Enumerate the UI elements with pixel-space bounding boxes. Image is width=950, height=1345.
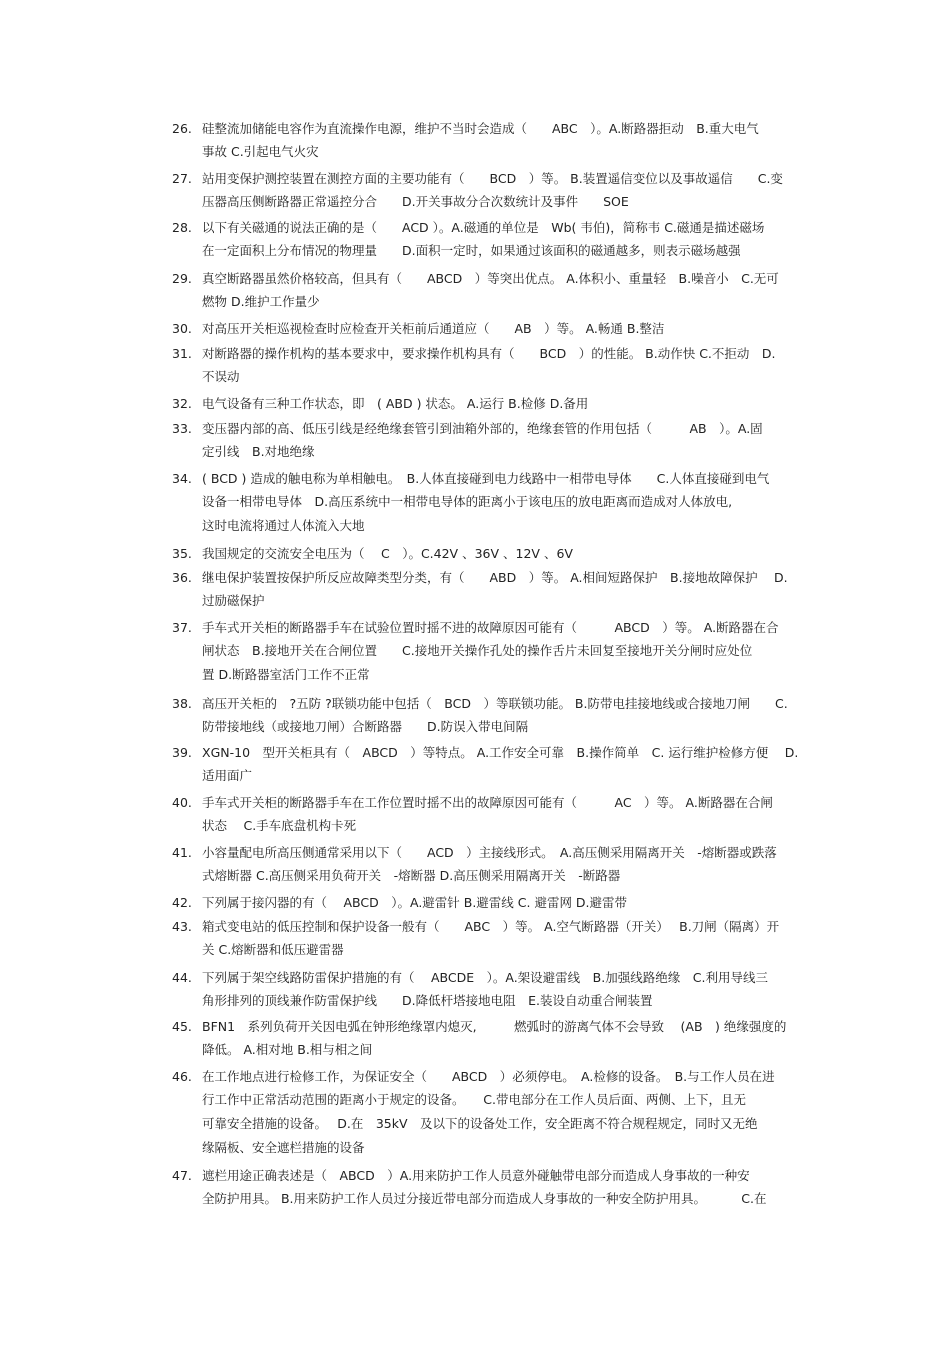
question-text-line: 角形排列的顶线兼作防雷保护线 D.降低杆塔接地电阻 E.装设自动重合闸装置 [202, 993, 653, 1008]
question-text-line: 箱式变电站的低压控制和保护设备一般有（ ABC ）等。 A.空气断路器（开关） B.刀闸（隔离）开 [202, 919, 780, 934]
question-number: 26. [172, 121, 192, 136]
question-text-line: 高压开关柜的 ?五防 ?联锁功能中包括（ BCD ）等联锁功能。 B.防带电挂接地线或合接地刀闸 C. [202, 696, 788, 711]
question-number: 41. [172, 845, 192, 860]
question-text-line: 闸状态 B.接地开关在合闸位置 C.接地开关操作孔处的操作舌片未回复至接地开关分闸时应处位 [202, 643, 753, 658]
question-text-line: 式熔断器 C.高压侧采用负荷开关 -熔断器 D.高压侧采用隔离开关 -断路器 [202, 868, 621, 883]
question-text-line: 电气设备有三种工作状态，即 ( ABD ) 状态。 A.运行 B.检修 D.备用 [202, 396, 589, 411]
question-number: 43. [172, 919, 192, 934]
question-number: 39. [172, 745, 192, 760]
question-number: 37. [172, 620, 192, 635]
question-text-line: 可靠安全措施的设备。 D.在 35kV 及以下的设备处工作，安全距离不符合规程规定，同时又无绝 [202, 1116, 758, 1131]
question-text-line: 置 D.断路器室活门工作不正常 [202, 667, 370, 682]
question-text-line: 小容量配电所高压侧通常采用以下（ ACD ）主接线形式。 A.高压侧采用隔离开关 -熔断器或跌落 [202, 845, 777, 860]
question-number: 45. [172, 1019, 192, 1034]
question-text-line: 遮栏用途正确表述是（ ABCD ）A.用来防护工作人员意外碰触带电部分而造成人身事故的一种安 [202, 1168, 750, 1183]
question-number: 36. [172, 570, 192, 585]
question-number: 46. [172, 1069, 192, 1084]
question-text-line: 对断路器的操作机构的基本要求中，要求操作机构具有（ BCD ）的性能。 B.动作快 C.不拒动 D. [202, 346, 776, 361]
question-text-line: 防带接地线（或接地刀闸）合断路器 D.防误入带电间隔 [202, 719, 529, 734]
question-text-line: 继电保护装置按保护所反应故障类型分类，有（ ABD ）等。 A.相间短路保护 B.接地故障保护 D. [202, 570, 788, 585]
question-number: 44. [172, 970, 192, 985]
question-text-line: ( BCD ) 造成的触电称为单相触电。 B.人体直接碰到电力线路中一相带电导体 C.人体直接碰到电气 [202, 471, 770, 486]
question-text-line: 缘隔板、安全遮栏措施的设备 [202, 1140, 365, 1155]
question-text-line: 定引线 B.对地绝缘 [202, 444, 315, 459]
question-text-line: 这时电流将通过人体流入大地 [202, 518, 365, 533]
question-text-line: 硅整流加储能电容作为直流操作电源，维护不当时会造成（ ABC ）。A.断路器拒动 B.重大电气 [202, 121, 759, 136]
question-text-line: BFN1 系列负荷开关因电弧在钟形绝缘罩内熄灭, 燃弧时的游离气体不会导致 (AB ) 绝缘强度的 [202, 1019, 787, 1034]
question-number: 29. [172, 271, 192, 286]
question-number: 34. [172, 471, 192, 486]
question-number: 42. [172, 895, 192, 910]
question-text-line: 在一定面积上分布情况的物理量 D.面积一定时，如果通过该面积的磁通越多，则表示磁场越强 [202, 243, 741, 258]
question-number: 27. [172, 171, 192, 186]
question-text-line: 在工作地点进行检修工作，为保证安全（ ABCD ）必须停电。 A.检修的设备。 B.与工作人员在进 [202, 1069, 775, 1084]
question-text-line: 状态 C.手车底盘机构卡死 [202, 818, 357, 833]
question-text-line: 压器高压侧断路器正常遥控分合 D.开关事故分合次数统计及事件 SOE [202, 194, 629, 209]
question-text-line: 过励磁保护 [202, 593, 265, 608]
question-number: 47. [172, 1168, 192, 1183]
question-text-line: 事故 C.引起电气火灾 [202, 144, 319, 159]
question-text-line: 设备一相带电导体 D.高压系统中一相带电导体的距离小于该电压的放电距离而造成对人体放电, [202, 494, 733, 509]
question-text-line: 降低。 A.相对地 B.相与相之间 [202, 1042, 373, 1057]
question-number: 33. [172, 421, 192, 436]
question-text-line: 下列属于架空线路防雷保护措施的有（ ABCDE ）。A.架设避雷线 B.加强线路绝缘 C.利用导线三 [202, 970, 768, 985]
question-text-line: XGN-10 型开关柜具有（ ABCD ）等特点。 A.工作安全可靠 B.操作简单 C. 运行维护检修方便 D. [202, 745, 799, 760]
question-text-line: 真空断路器虽然价格较高，但具有（ ABCD ）等突出优点。 A.体积小、重量轻 B.噪音小 C.无可 [202, 271, 779, 286]
question-text-line: 适用面广 [202, 768, 253, 783]
question-number: 38. [172, 696, 192, 711]
question-number: 28. [172, 220, 192, 235]
question-number: 30. [172, 321, 192, 336]
question-text-line: 我国规定的交流安全电压为（ C ）。C.42V 、36V 、12V 、6V [202, 546, 573, 561]
question-text-line: 不误动 [202, 369, 240, 384]
question-number: 32. [172, 396, 192, 411]
question-text-line: 全防护用具。 B.用来防护工作人员过分接近带电部分而造成人身事故的一种安全防护用具。 C.在 [202, 1191, 767, 1206]
question-number: 35. [172, 546, 192, 561]
question-text-line: 对高压开关柜巡视检查时应检查开关柜前后通道应（ AB ）等。 A.畅通 B.整洁 [202, 321, 665, 336]
question-text-line: 站用变保护测控装置在测控方面的主要功能有（ BCD ）等。 B.装置遥信变位以及事故遥信 C.变 [202, 171, 783, 186]
question-text-line: 手车式开关柜的断路器手车在工作位置时摇不出的故障原因可能有（ AC ）等。 A.断路器在合闸 [202, 795, 773, 810]
question-text-line: 关 C.熔断器和低压避雷器 [202, 942, 344, 957]
question-number: 40. [172, 795, 192, 810]
question-text-line: 以下有关磁通的说法正确的是（ ACD ）。A.磁通的单位是 Wb( 韦伯)，简称韦 C.磁通是描述磁场 [202, 220, 765, 235]
question-text-line: 变压器内部的高、低压引线是经绝缘套管引到油箱外部的，绝缘套管的作用包括（ AB ）。A.固 [202, 421, 763, 436]
question-text-line: 手车式开关柜的断路器手车在试验位置时摇不进的故障原因可能有（ ABCD ）等。 A.断路器在合 [202, 620, 779, 635]
question-text-line: 下列属于接闪器的有（ ABCD ）。A.避雷针 B.避雷线 C. 避雷网 D.避雷带 [202, 895, 628, 910]
question-text-line: 燃物 D.维护工作量少 [202, 294, 320, 309]
question-text-line: 行工作中正常活动范围的距离小于规定的设备。 C.带电部分在工作人员后面、两侧、上下，且无 [202, 1092, 746, 1107]
question-number: 31. [172, 346, 192, 361]
